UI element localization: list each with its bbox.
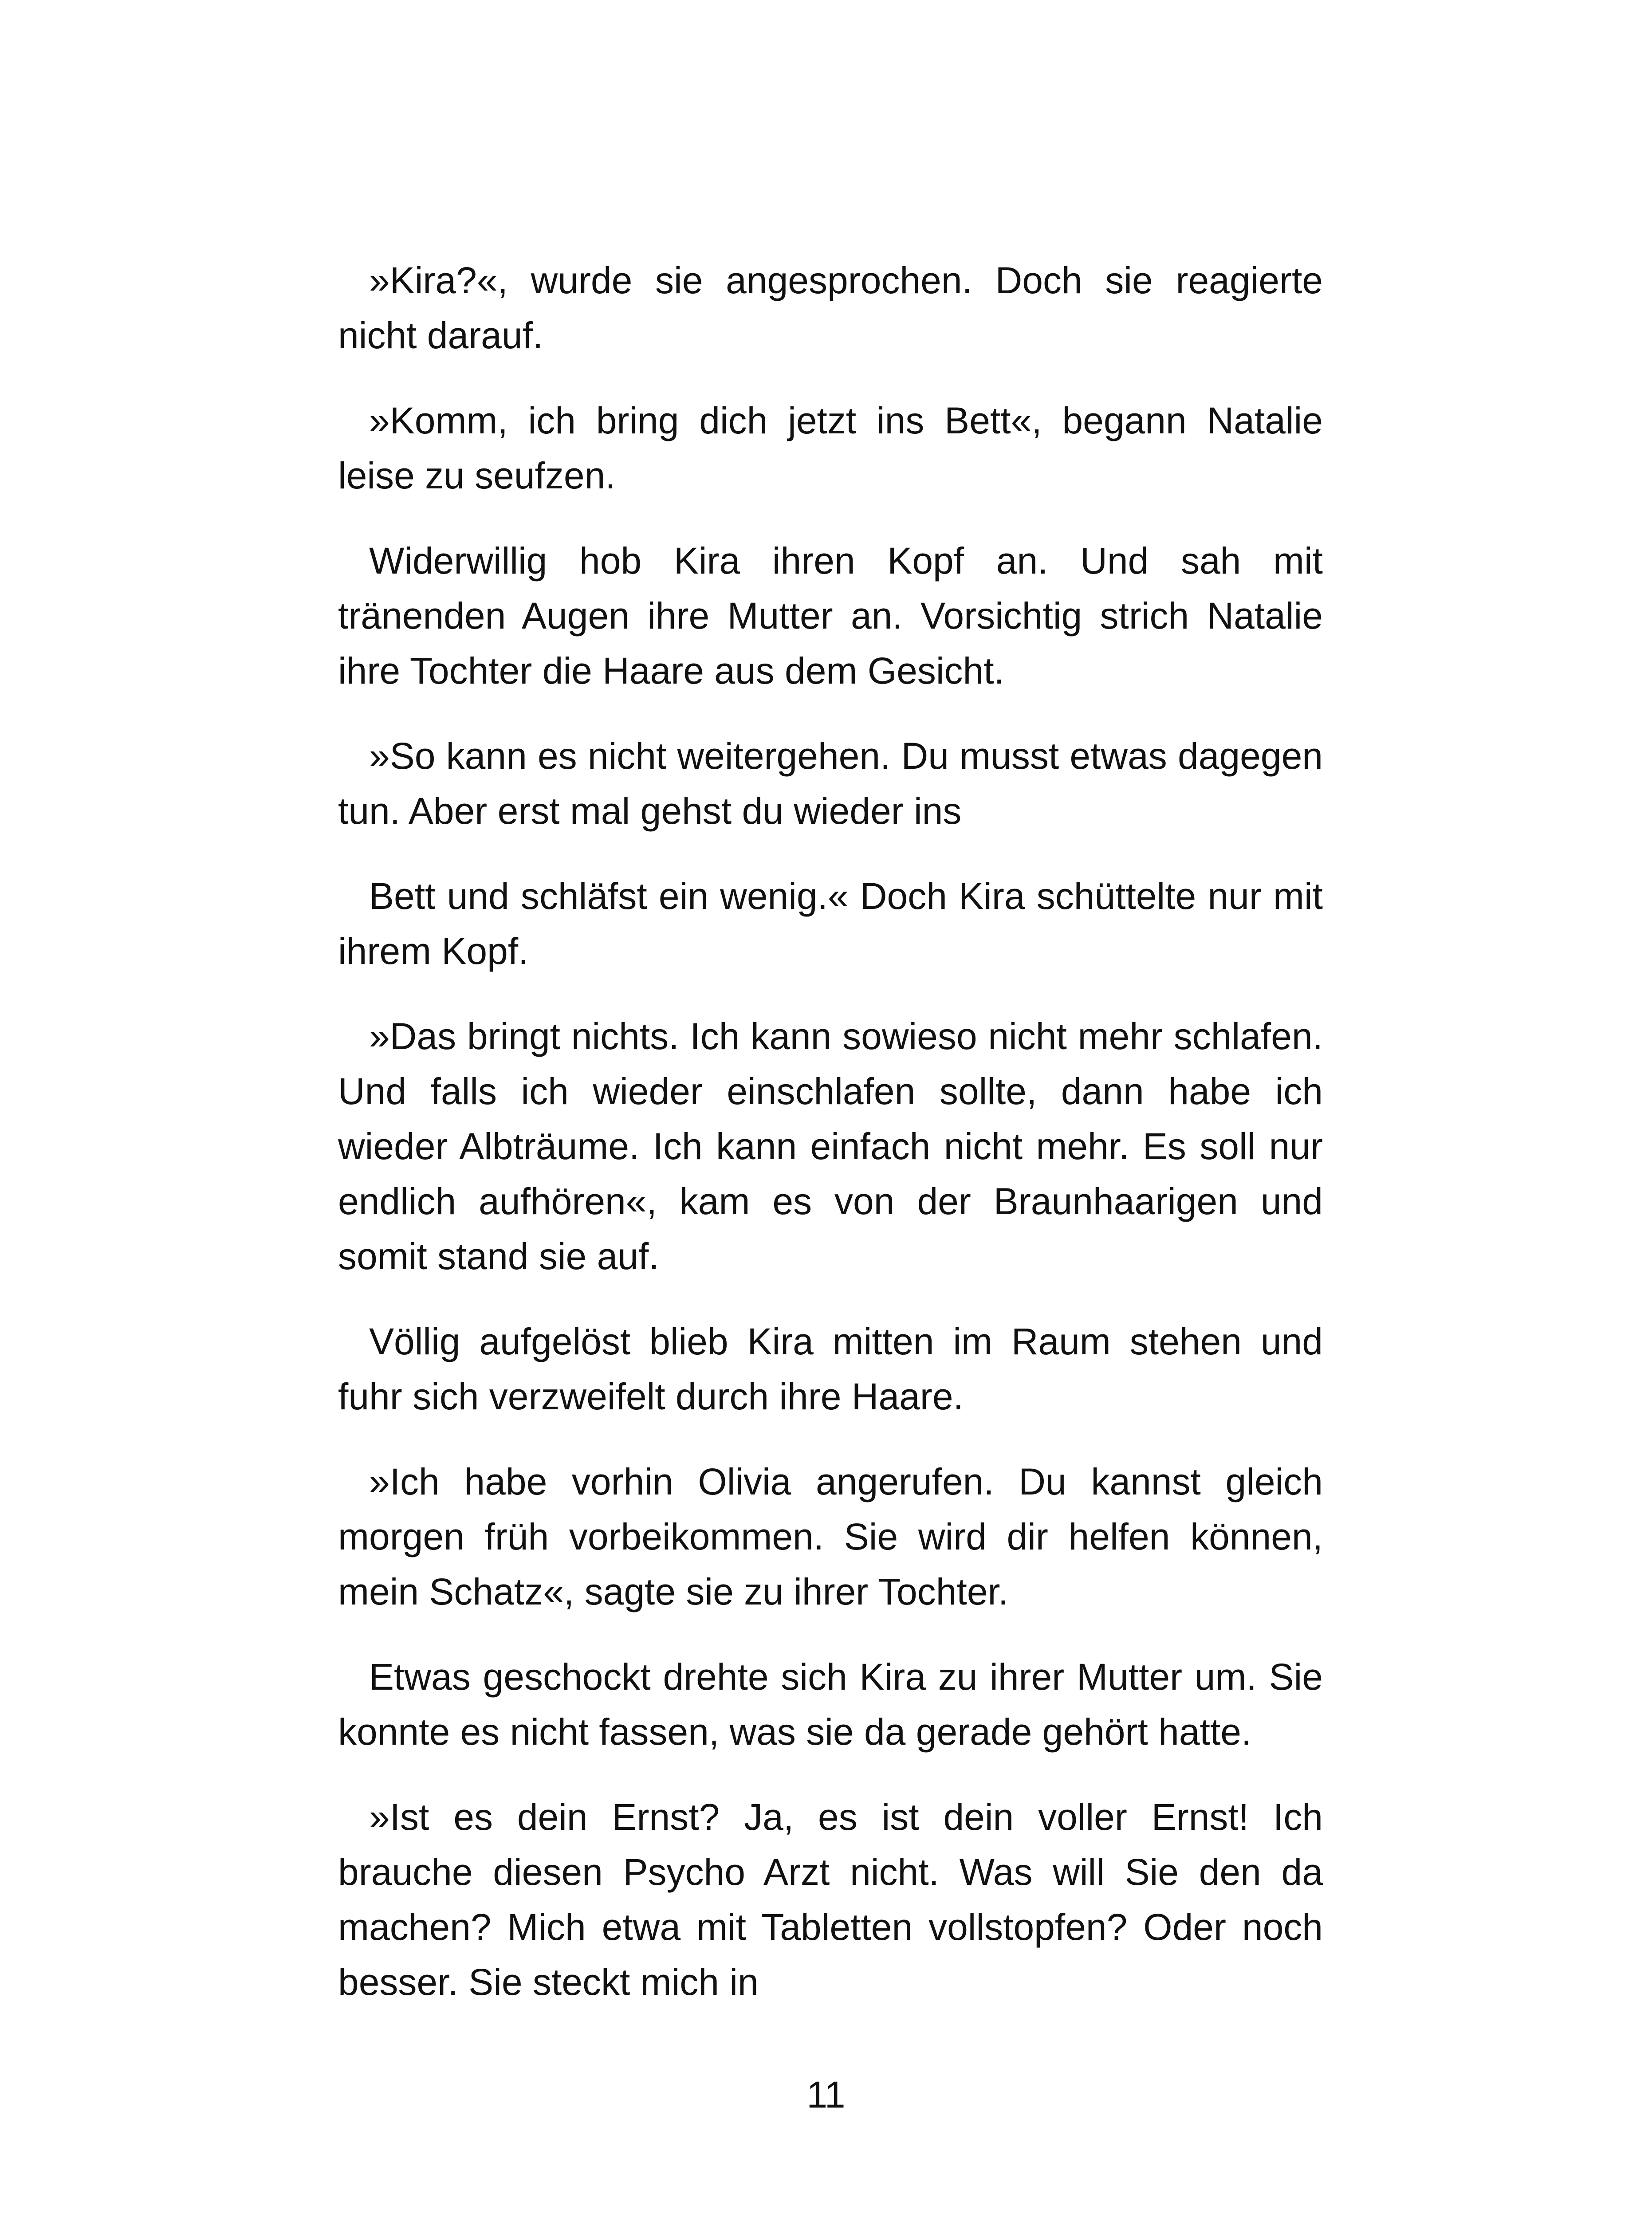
paragraph: »Ich habe vorhin Olivia angerufen. Du kannst gleich morgen früh vorbeikommen. Sie wird dir helfen können, mein Schatz«, sagte sie zu ihrer Tochter.	[338, 1461, 1323, 1612]
page-number: 11	[806, 2074, 846, 2116]
paragraph: »So kann es nicht weitergehen. Du musst etwas dagegen tun. Aber erst mal gehst du wieder ins	[338, 735, 1323, 832]
body-text	[338, 253, 1323, 2040]
paragraph: Widerwillig hob Kira ihren Kopf an. Und sah mit tränenden Augen ihre Mutter an. Vorsichtig strich Natalie ihre Tochter die Haare aus dem Gesicht.	[338, 540, 1323, 692]
paragraph: »Ist es dein Ernst? Ja, es ist dein voller Ernst! Ich brauche diesen Psycho Arzt nicht. Was will Sie den da machen? Mich etwa mit Tabletten vollstopfen? Oder noch besser. Sie steckt mich in	[338, 1796, 1323, 2003]
paragraph: Völlig aufgelöst blieb Kira mitten im Raum stehen und fuhr sich verzweifelt durch ihre Haare.	[338, 1321, 1323, 1417]
paragraph: Etwas geschockt drehte sich Kira zu ihrer Mutter um. Sie konnte es nicht fassen, was sie da gerade gehört hatte.	[338, 1656, 1323, 1753]
paragraph: »Komm, ich bring dich jetzt ins Bett«, begann Natalie leise zu seufzen.	[338, 400, 1323, 496]
paragraph: »Kira?«, wurde sie angesprochen. Doch sie reagierte nicht darauf.	[338, 260, 1323, 356]
paragraph: »Das bringt nichts. Ich kann sowieso nicht mehr schlafen. Und falls ich wieder einschlafen sollte, dann habe ich wieder Albträume. Ich kann einfach nicht mehr. Es soll nur endlich aufhören«, kam es von der Braunhaarigen und somit stand sie auf.	[338, 1015, 1323, 1277]
paragraph: Bett und schläfst ein wenig.« Doch Kira schüttelte nur mit ihrem Kopf.	[338, 875, 1323, 972]
